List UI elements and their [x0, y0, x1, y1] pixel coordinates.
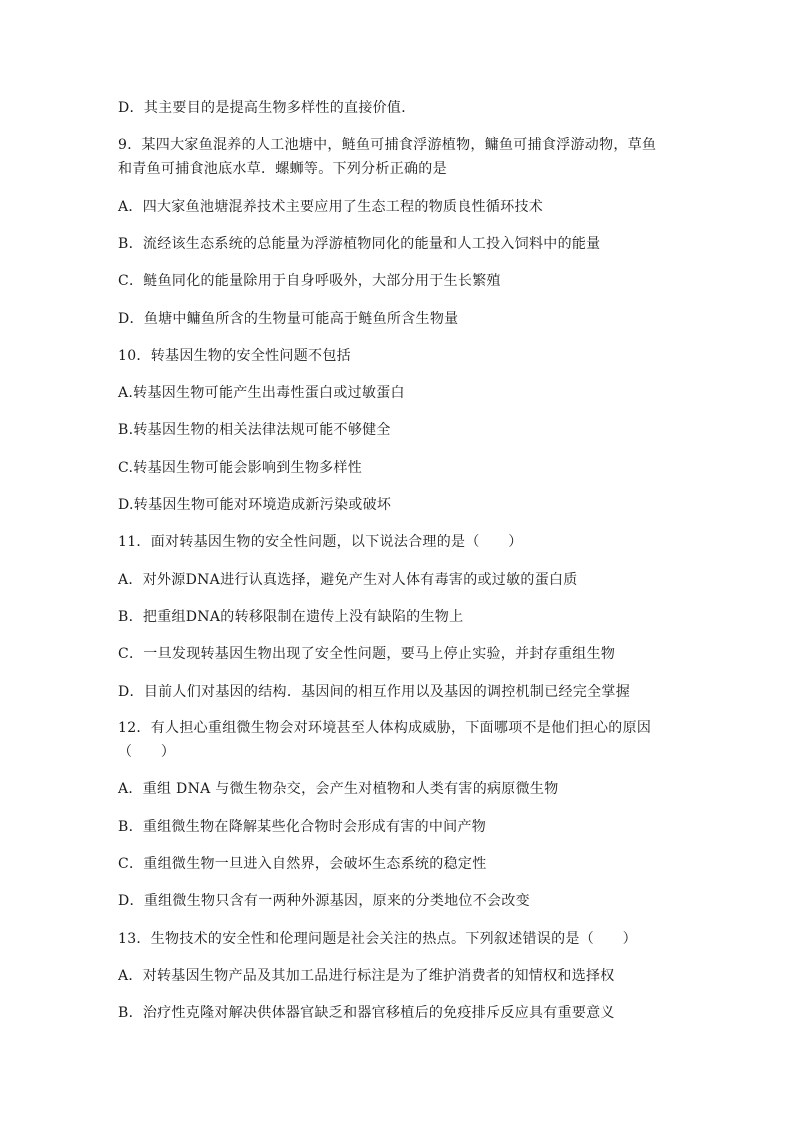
option-13a: A．对转基因生物产品及其加工品进行标注是为了维护消费者的知情权和选择权 — [118, 968, 615, 984]
option-12d: D．重组微生物只含有一两种外源基因，原来的分类地位不会改变 — [118, 893, 530, 909]
option-12a: A．重组 DNA 与微生物杂交，会产生对植物和人类有害的病原微生物 — [118, 781, 559, 797]
option-9c: C．鲢鱼同化的能量除用于自身呼吸外，大部分用于生长繁殖 — [118, 273, 501, 289]
option-10c: C.转基因生物可能会影响到生物多样性 — [118, 460, 363, 476]
option-8d: D．其主要目的是提高生物多样性的直接价值． — [118, 100, 416, 116]
option-11d: D．目前人们对基因的结构．基因间的相互作用以及基因的调控机制已经完全掌握 — [118, 684, 631, 700]
option-10a: A.转基因生物可能产生出毒性蛋白或过敏蛋白 — [118, 385, 405, 401]
question-12-stem-line-2: （ ） — [118, 744, 176, 760]
option-10d: D.转基因生物可能对环境造成新污染或破坏 — [118, 497, 392, 513]
question-9-stem-line-1: 9．某四大家鱼混养的人工池塘中，鲢鱼可捕食浮游植物，鳙鱼可捕食浮游动物，草鱼 — [118, 137, 657, 153]
option-12c: C．重组微生物一旦进入自然界，会破坏生态系统的稳定性 — [118, 856, 487, 872]
option-10b: B.转基因生物的相关法律法规可能不够健全 — [118, 422, 391, 438]
question-12-stem-line-1: 12．有人担心重组微生物会对环境甚至人体构成威胁，下面哪项不是他们担心的原因 — [118, 720, 652, 736]
option-12b: B．重组微生物在降解某些化合物时会形成有害的中间产物 — [118, 819, 487, 835]
option-11a: A．对外源DNA进行认真选择，避免产生对人体有毒害的或过敏的蛋白质 — [118, 572, 578, 588]
question-9-stem-line-2: 和青鱼可捕食池底水草．螺蛳等。下列分析正确的是 — [118, 161, 447, 177]
option-9b: B．流经该生态系统的总能量为浮游植物同化的能量和人工投入饲料中的能量 — [118, 236, 601, 252]
option-9d: D．鱼塘中鳙鱼所含的生物量可能高于鲢鱼所含生物量 — [118, 311, 459, 327]
option-11b: B．把重组DNA的转移限制在遗传上没有缺陷的生物上 — [118, 609, 464, 625]
question-11-stem: 11．面对转基因生物的安全性问题，以下说法合理的是（ ） — [118, 534, 523, 550]
question-13-stem: 13．生物技术的安全性和伦理问题是社会关注的热点。下列叙述错误的是（ ） — [118, 931, 637, 947]
option-13b: B．治疗性克隆对解决供体器官缺乏和器官移植后的免疫排斥反应具有重要意义 — [118, 1005, 615, 1021]
question-10-stem: 10．转基因生物的安全性问题不包括 — [118, 348, 351, 364]
option-9a: A．四大家鱼池塘混养技术主要应用了生态工程的物质良性循环技术 — [118, 199, 544, 215]
option-11c: C．一旦发现转基因生物出现了安全性问题，要马上停止实验，并封存重组生物 — [118, 646, 616, 662]
